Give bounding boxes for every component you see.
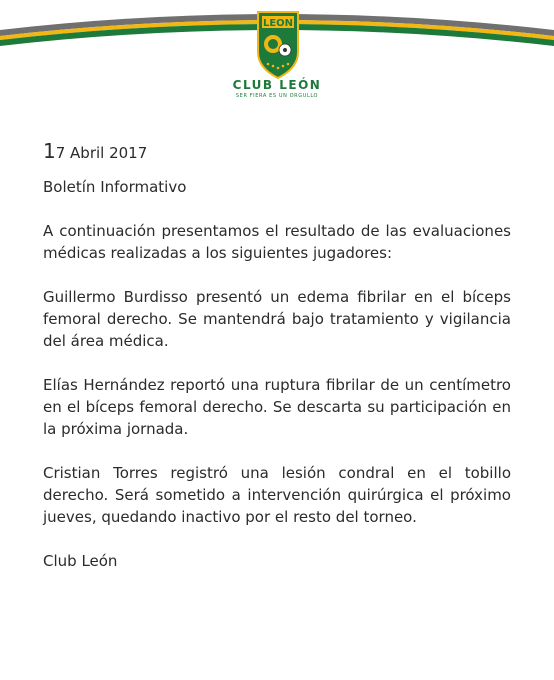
letterhead xyxy=(0,0,554,110)
club-name: CLUB LEÓN xyxy=(232,78,322,92)
player-report-torres: Cristian Torres registró una lesión condral en el tobillo derecho. Será sometido a intervención quirúrgica el próximo jueves, quedando inactivo por el resto del torneo. xyxy=(43,464,511,526)
bulletin-signature: Club León xyxy=(43,552,118,570)
club-crest-logo xyxy=(254,8,302,80)
date-first-char: 1 xyxy=(43,139,56,163)
player-report-hernandez: Elías Hernández reportó una ruptura fibrilar de un centímetro en el bíceps femoral derecho. Se descarta su participación en la próxima jornada. xyxy=(43,376,511,438)
bulletin-title: Boletín Informativo xyxy=(43,178,187,196)
crest-logo-text: LEON xyxy=(262,18,294,29)
bulletin-intro: A continuación presentamos el resultado de las evaluaciones médicas realizadas a los siguientes jugadores: xyxy=(43,222,511,262)
club-tagline: SER FIERA ES UN ORGULLO xyxy=(235,93,319,99)
date-rest: 7 Abril 2017 xyxy=(55,144,148,162)
bulletin-body xyxy=(43,140,511,594)
bulletin-date xyxy=(43,140,511,164)
player-report-burdisso: Guillermo Burdisso presentó un edema fibrilar en el bíceps femoral derecho. Se mantendrá bajo tratamiento y vigilancia del área médica. xyxy=(43,288,511,350)
